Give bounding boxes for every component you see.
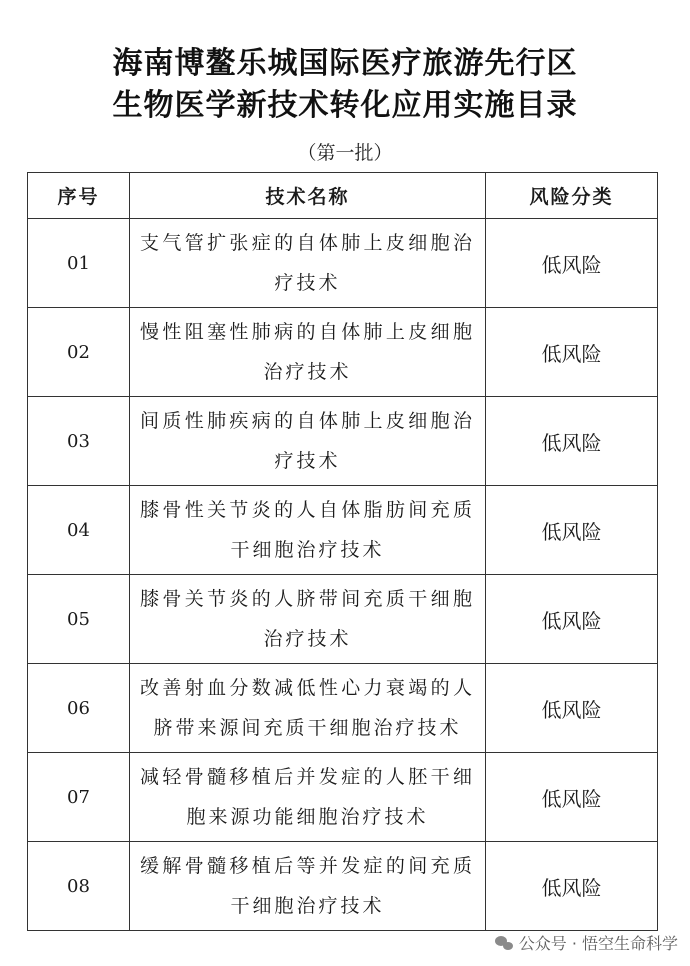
table-header-row: [28, 173, 658, 219]
technology-name-cell: 膝骨关节炎的人脐带间充质干细胞治疗技术: [130, 575, 486, 664]
risk-category-cell: 低风险: [486, 219, 658, 308]
column-header-technology-name: 技术名称: [130, 173, 486, 219]
technology-name-cell: 慢性阻塞性肺病的自体肺上皮细胞治疗技术: [130, 308, 486, 397]
row-number-cell: 02: [28, 308, 130, 397]
technology-name-cell: 减轻骨髓移植后并发症的人胚干细胞来源功能细胞治疗技术: [130, 753, 486, 842]
row-number-cell: 01: [28, 219, 130, 308]
row-number-cell: 07: [28, 753, 130, 842]
column-header-risk-category: 风险分类: [486, 173, 658, 219]
risk-category-cell: 低风险: [486, 486, 658, 575]
technology-table: [27, 172, 658, 931]
table-row: [28, 664, 658, 753]
risk-category-cell: 低风险: [486, 664, 658, 753]
technology-name-cell: 缓解骨髓移植后等并发症的间充质干细胞治疗技术: [130, 842, 486, 931]
batch-label: （第一批）: [297, 142, 393, 164]
watermark: [495, 931, 678, 954]
table-row: [28, 397, 658, 486]
technology-name-cell: 支气管扩张症的自体肺上皮细胞治疗技术: [130, 219, 486, 308]
row-number-cell: 06: [28, 664, 130, 753]
column-header-number: 序号: [28, 173, 130, 219]
risk-category-cell: 低风险: [486, 753, 658, 842]
table-row: [28, 842, 658, 931]
risk-category-cell: 低风险: [486, 842, 658, 931]
document-title-line-1: 海南博鳌乐城国际医疗旅游先行区: [112, 46, 578, 81]
table-row: [28, 486, 658, 575]
technology-name-cell: 间质性肺疾病的自体肺上皮细胞治疗技术: [130, 397, 486, 486]
technology-name-cell: 膝骨性关节炎的人自体脂肪间充质干细胞治疗技术: [130, 486, 486, 575]
row-number-cell: 08: [28, 842, 130, 931]
risk-category-cell: 低风险: [486, 308, 658, 397]
table-row: [28, 219, 658, 308]
wechat-icon: [495, 936, 513, 950]
row-number-cell: 03: [28, 397, 130, 486]
row-number-cell: 04: [28, 486, 130, 575]
document-title-line-2: 生物医学新技术转化应用实施目录: [112, 88, 578, 123]
table-row: [28, 308, 658, 397]
table-row: [28, 753, 658, 842]
technology-name-cell: 改善射血分数减低性心力衰竭的人脐带来源间充质干细胞治疗技术: [130, 664, 486, 753]
risk-category-cell: 低风险: [486, 575, 658, 664]
table-row: [28, 575, 658, 664]
row-number-cell: 05: [28, 575, 130, 664]
watermark-text: 公众号 · 悟空生命科学: [518, 934, 678, 953]
risk-category-cell: 低风险: [486, 397, 658, 486]
